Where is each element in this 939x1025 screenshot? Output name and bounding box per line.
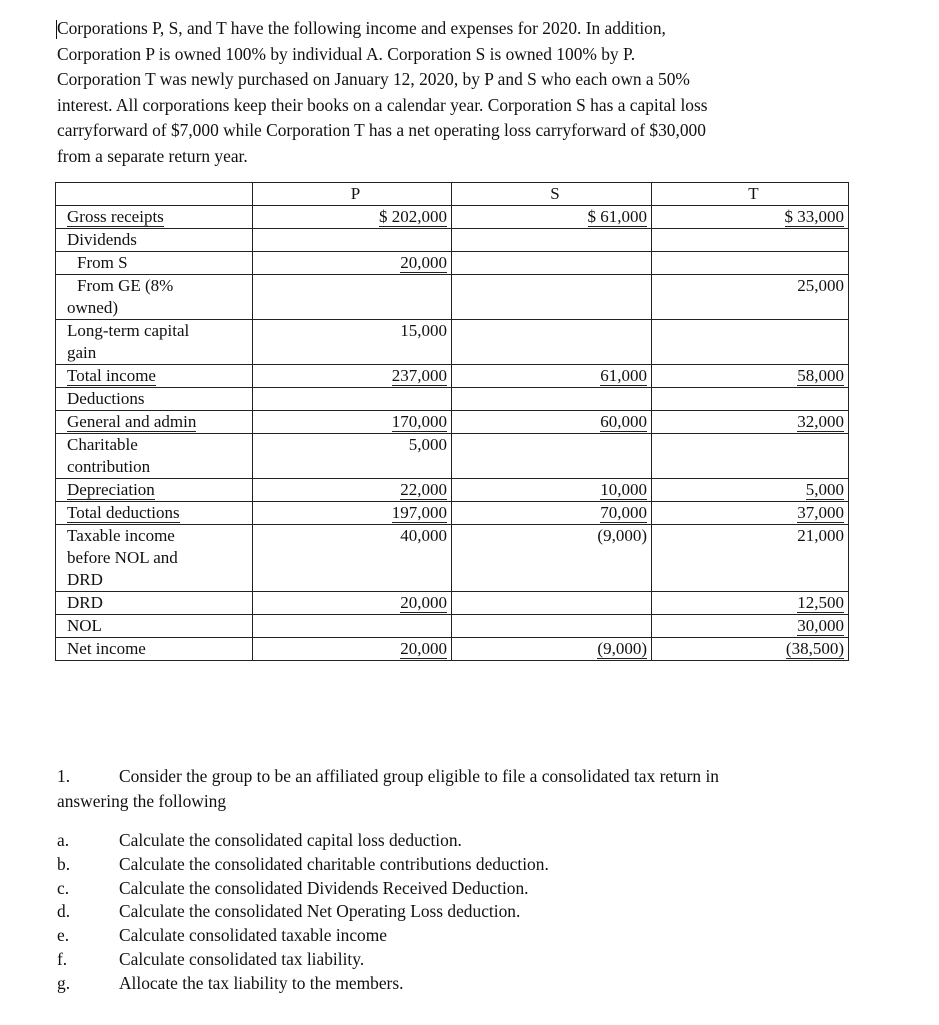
list-item <box>57 877 549 901</box>
table-row-net-income <box>56 638 849 661</box>
cell-t: 58,000 <box>797 366 844 385</box>
question-text: Consider the group to be an affiliated group eligible to file a consolidated tax return in <box>119 766 719 786</box>
table-row-from-ge <box>56 275 849 320</box>
list-item <box>57 972 549 996</box>
cell-p: 22,000 <box>400 480 447 499</box>
row-label: Deductions <box>56 388 253 411</box>
cell-s: (9,000) <box>452 525 652 592</box>
cell-t: 30,000 <box>797 616 844 635</box>
cell-s: $ 61,000 <box>587 207 647 226</box>
item-letter: a. <box>57 830 70 850</box>
cell-t: 21,000 <box>652 525 849 592</box>
table-row-charitable <box>56 434 849 479</box>
sub-question-list <box>57 829 549 996</box>
table-row-deductions <box>56 388 849 411</box>
list-item <box>57 948 549 972</box>
item-letter: c. <box>57 877 70 898</box>
item-text: Calculate consolidated tax liability. <box>119 948 365 969</box>
cell-t: (38,500) <box>785 639 844 658</box>
intro-paragraph: Corporations P, S, and T have the following income and expenses for 2020. In addition, Corporation P is owned 100% by individual A. Corporation S is owned 100% by P. Corporation T was newly purchased on January 12, 2020, by P and S who each own a 50% interest. All corporations keep their books on a calendar year. Corporation S has a capital loss carryforward of $7,000 while Corporation T has a net operating loss carryforward of $30,000 from a separate return year. <box>57 18 708 166</box>
row-label-line2: contribution <box>67 457 151 476</box>
row-label-line3: DRD <box>67 570 103 589</box>
table-row-total-income <box>56 365 849 388</box>
cell-t: 37,000 <box>797 503 844 522</box>
question-number: 1. <box>57 766 71 786</box>
cell-t: 5,000 <box>805 480 844 499</box>
item-text: Calculate the consolidated capital loss deduction. <box>119 830 462 850</box>
question-text-line2: answering the following <box>57 791 227 811</box>
row-label: Gross receipts <box>67 207 164 226</box>
table-row-dividends <box>56 229 849 252</box>
cell-p: 15,000 <box>253 320 452 365</box>
cell-p: 20,000 <box>400 639 447 658</box>
item-text: Calculate the consolidated Dividends Received Deduction. <box>119 877 529 898</box>
table-header-row <box>56 183 849 206</box>
header-blank <box>56 183 253 206</box>
row-label-line1: Long-term capital <box>67 321 190 340</box>
income-expense-table <box>55 182 849 661</box>
cell-p: 20,000 <box>400 593 447 612</box>
table-row-ltcg <box>56 320 849 365</box>
list-item <box>57 853 549 877</box>
cell-p: 197,000 <box>391 503 447 522</box>
item-letter: e. <box>57 925 70 946</box>
row-label-line2: before NOL and <box>67 548 178 567</box>
row-label-line1: From GE (8% <box>77 276 174 295</box>
table-row-taxable-income <box>56 525 849 592</box>
cell-p: 237,000 <box>391 366 447 385</box>
item-letter: b. <box>57 853 71 874</box>
item-letter: g. <box>57 972 71 993</box>
row-label: Depreciation <box>67 480 155 499</box>
row-label: From S <box>77 253 128 272</box>
cell-s: 70,000 <box>600 503 647 522</box>
item-letter: f. <box>57 948 68 969</box>
cell-p: 170,000 <box>391 412 447 431</box>
table-row-drd <box>56 592 849 615</box>
row-label: Total income <box>67 366 156 385</box>
row-label-line1: Taxable income <box>67 526 175 545</box>
table-row-gross-receipts <box>56 206 849 229</box>
question-1 <box>57 764 857 814</box>
item-text: Allocate the tax liability to the members. <box>119 972 404 993</box>
header-s: S <box>452 183 652 206</box>
cell-p: 5,000 <box>253 434 452 479</box>
cell-t: $ 33,000 <box>784 207 844 226</box>
cell-p: $ 202,000 <box>379 207 447 226</box>
item-text: Calculate the consolidated Net Operating Loss deduction. <box>119 901 521 922</box>
row-label-line2: gain <box>67 343 97 362</box>
row-label: DRD <box>56 592 253 615</box>
item-text: Calculate the consolidated charitable contributions deduction. <box>119 853 549 874</box>
item-text: Calculate consolidated taxable income <box>119 925 388 946</box>
table-row-from-s <box>56 252 849 275</box>
header-p: P <box>253 183 452 206</box>
row-label: Net income <box>56 638 253 661</box>
item-letter: d. <box>57 901 71 922</box>
row-label: Dividends <box>56 229 253 252</box>
table-row-general-admin <box>56 411 849 434</box>
row-label-line1: Charitable <box>67 435 138 454</box>
cell-s: 10,000 <box>600 480 647 499</box>
row-label: General and admin <box>67 412 197 431</box>
cell-s: (9,000) <box>597 639 647 658</box>
table-row-nol <box>56 615 849 638</box>
cell-s: 61,000 <box>600 366 647 385</box>
list-item <box>57 900 549 924</box>
table-row-total-deductions <box>56 502 849 525</box>
list-item <box>57 924 549 948</box>
header-t: T <box>652 183 849 206</box>
row-label: Total deductions <box>67 503 180 522</box>
list-item <box>57 829 549 853</box>
cell-t: 32,000 <box>797 412 844 431</box>
row-label-line2: owned) <box>67 298 118 317</box>
table-row-depreciation <box>56 479 849 502</box>
cell-p: 40,000 <box>253 525 452 592</box>
cell-t: 12,500 <box>797 593 844 612</box>
cell-p: 20,000 <box>400 253 447 272</box>
cell-s: 60,000 <box>600 412 647 431</box>
cell-t: 25,000 <box>652 275 849 320</box>
row-label: NOL <box>56 615 253 638</box>
